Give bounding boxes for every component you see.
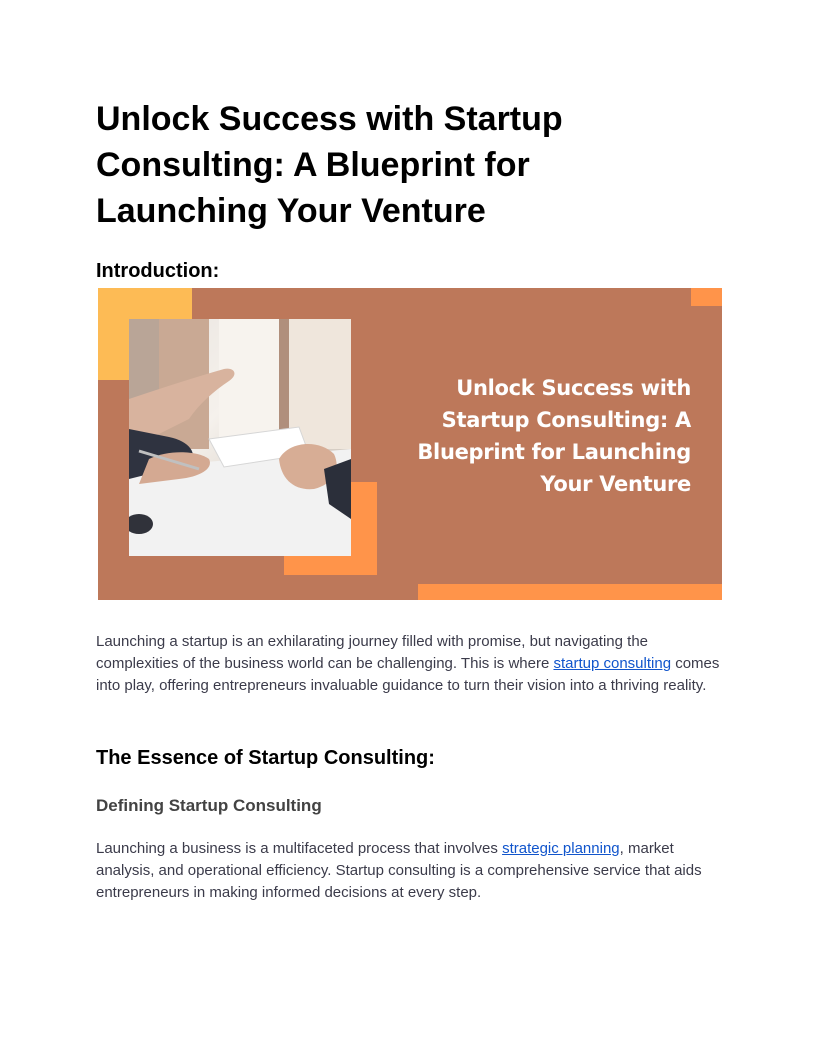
document-title: Unlock Success with Startup Consulting: A Blueprint for Launching Your Venture (96, 100, 563, 230)
intro-paragraph-text-2: comes into play, offering entrepreneurs invaluable guidance to turn their vision into a thriving reality. (96, 655, 720, 694)
banner-accent-bottom-bar (418, 584, 722, 600)
introduction-heading: Introduction: (96, 260, 220, 282)
intro-paragraph (96, 631, 722, 697)
banner-accent-top-right (691, 288, 722, 306)
defining-paragraph (96, 838, 722, 904)
document-page (96, 96, 722, 901)
defining-subsection-heading: Defining Startup Consulting (96, 796, 322, 815)
startup-consulting-link[interactable]: startup consulting (553, 655, 672, 672)
defining-paragraph-text-1: Launching a business is a multifaceted process that involves (96, 840, 503, 857)
banner-title: Unlock Success with Startup Consulting: A Blueprint for Launching Your Venture (417, 376, 691, 496)
hero-banner-image (98, 288, 722, 600)
strategic-planning-link[interactable]: strategic planning (502, 840, 620, 857)
intro-paragraph-text-1: Launching a startup is an exhilarating journey filled with promise, but navigating the complexities of the business world can be challenging. This is where (96, 633, 648, 672)
meeting-photo (129, 319, 351, 556)
essence-section-heading: The Essence of Startup Consulting: (96, 747, 435, 769)
defining-paragraph-text-2: , market analysis, and operational efficiency. Startup consulting is a comprehensive service that aids entrepreneurs in making informed decisions at every step. (96, 840, 702, 901)
